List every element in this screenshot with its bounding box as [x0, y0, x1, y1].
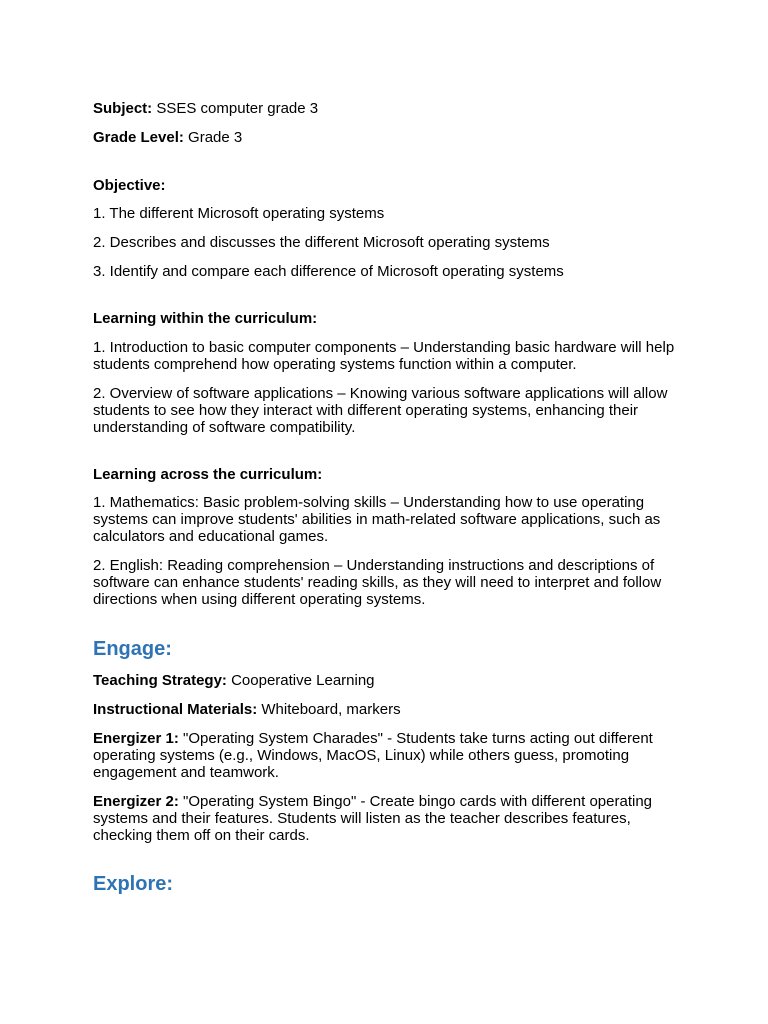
- instructional-materials-line: [93, 701, 683, 718]
- energizer-2-text: "Operating System Bingo" - Create bingo cards with different operating systems and their features. Students will listen as the teacher describes features, checking them off on their cards.: [93, 793, 652, 844]
- objective-item-2: 2. Describes and discusses the different Microsoft operating systems: [93, 234, 550, 251]
- energizer-1-text: "Operating System Charades" - Students take turns acting out different operating systems (e.g., Windows, MacOS, Linux) while others guess, promoting engagement and teamwork.: [93, 730, 653, 781]
- within-curriculum-item-2: 2. Overview of software applications – Knowing various software applications will allow students to see how they interact with different operating systems, enhancing their understanding of software compatibility.: [93, 385, 668, 436]
- across-curriculum-item-2: 2. English: Reading comprehension – Understanding instructions and descriptions of software can enhance students' reading skills, as they will need to interpret and follow directions when using different operating systems.: [93, 557, 662, 608]
- grade-level-value: Grade 3: [183, 129, 243, 146]
- within-curriculum-title: Learning within the curriculum:: [93, 310, 318, 327]
- engage-heading: Engage:: [93, 638, 172, 660]
- explore-heading: Explore:: [93, 873, 174, 895]
- objective-title: Objective:: [93, 177, 166, 194]
- subject-label: Subject:: [93, 100, 153, 117]
- subject-line: [93, 100, 683, 117]
- subject-value: SSES computer grade 3: [152, 100, 319, 117]
- grade-level-label: Grade Level:: [93, 129, 184, 146]
- teaching-strategy-value: Cooperative Learning: [226, 672, 375, 689]
- energizer-1: [93, 730, 683, 781]
- grade-level-line: [93, 129, 683, 146]
- within-curriculum-item-1: 1. Introduction to basic computer components – Understanding basic hardware will help students comprehend how operating systems function within a computer.: [93, 339, 675, 373]
- instructional-materials-value: Whiteboard, markers: [257, 701, 401, 718]
- teaching-strategy-line: [93, 672, 683, 689]
- energizer-1-label: Energizer 1:: [93, 730, 179, 747]
- instructional-materials-label: Instructional Materials:: [93, 701, 258, 718]
- objective-item-1: 1. The different Microsoft operating systems: [93, 205, 385, 222]
- energizer-2-label: Energizer 2:: [93, 793, 179, 810]
- energizer-2: [93, 793, 683, 844]
- across-curriculum-item-1: 1. Mathematics: Basic problem-solving skills – Understanding how to use operating systems can improve students' abilities in math-related software applications, such as calculators and educational games.: [93, 494, 661, 545]
- across-curriculum-title: Learning across the curriculum:: [93, 466, 323, 483]
- teaching-strategy-label: Teaching Strategy:: [93, 672, 227, 689]
- objective-item-3: 3. Identify and compare each difference of Microsoft operating systems: [93, 263, 564, 280]
